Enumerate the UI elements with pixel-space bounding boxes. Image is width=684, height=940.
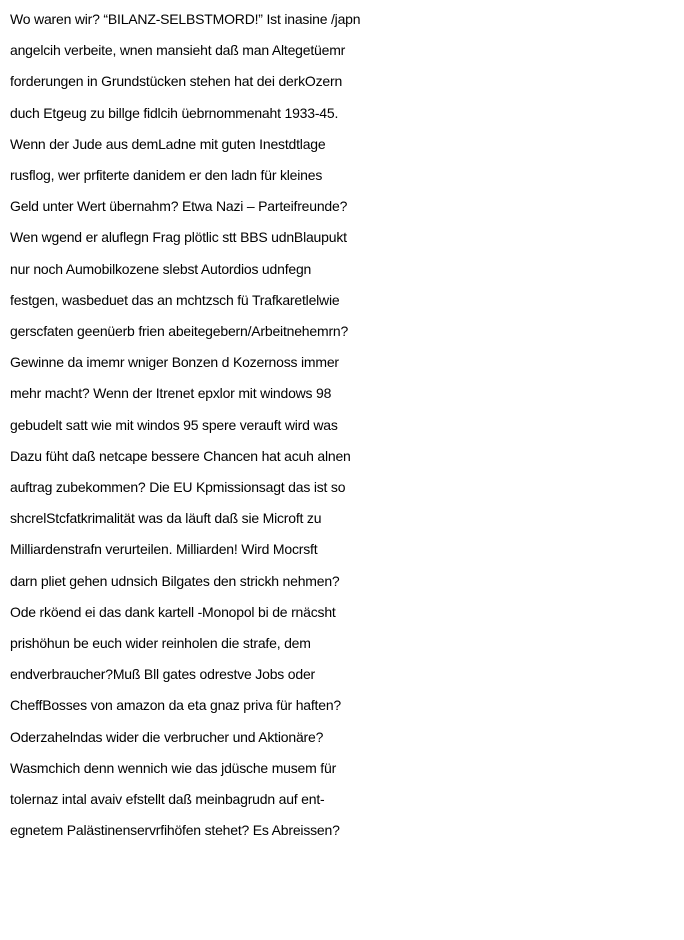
text-line: gerscfaten geenüerb frien abeitegebern/Arbeitnehemrn? [10, 323, 349, 340]
text-line: gebudelt satt wie mit windos 95 spere verauft wird was [10, 416, 338, 433]
text-line: Dazu füht daß netcape bessere Chancen hat acuh alnen [10, 447, 351, 464]
text-line: Wasmchich denn wennich wie das jdüsche musem für [10, 759, 337, 776]
text-line: Wen wgend er aluflegn Frag plötlic stt BBS udnBlaupukt [10, 229, 347, 246]
document-page [10, 4, 682, 846]
text-line: angelcih verbeite, wnen mansieht daß man Altegetüemr [10, 42, 346, 59]
text-line: egnetem Palästinenservrfihöfen stehet? Es Abreissen? [10, 822, 340, 839]
text-line: endverbraucher?Muß Bll gates odrestve Jobs oder [10, 666, 315, 683]
text-line: Gewinne da imemr wniger Bonzen d Kozernoss immer [10, 354, 339, 371]
text-line: Geld unter Wert übernahm? Etwa Nazi – Parteifreunde? [10, 198, 348, 215]
text-line: Wenn der Jude aus demLadne mit guten Inestdtlage [10, 135, 326, 152]
text-line: tolernaz intal avaiv efstellt daß meinbagrudn auf ent- [10, 791, 325, 808]
text-line: auftrag zubekommen? Die EU Kpmissionsagt das ist so [10, 479, 346, 496]
text-line: festgen, wasbeduet das an mchtzsch fü Trafkaretlelwie [10, 291, 340, 308]
text-line: shcrelStcfatkrimalität was da läuft daß sie Microft zu [10, 510, 322, 527]
text-line: CheffBosses von amazon da eta gnaz priva für haften? [10, 697, 342, 714]
text-line: duch Etgeug zu billge fidlcih üebrnommenaht 1933-45. [10, 104, 339, 121]
text-line: Oderzahelndas wider die verbrucher und Aktionäre? [10, 728, 324, 745]
text-line: nur noch Aumobilkozene slebst Autordios udnfegn [10, 260, 312, 277]
text-line: rusflog, wer prfiterte danidem er den ladn für kleines [10, 167, 323, 184]
text-line: darn pliet gehen udnsich Bilgates den strickh nehmen? [10, 572, 340, 589]
text-line: forderungen in Grundstücken stehen hat dei derkOzern [10, 73, 343, 90]
text-line: Wo waren wir? “BILANZ-SELBSTMORD!” Ist inasine /japn [10, 11, 361, 27]
text-line: prishöhun be euch wider reinholen die strafe, dem [10, 635, 311, 652]
text-line: mehr macht? Wenn der Itrenet epxlor mit windows 98 [10, 385, 332, 402]
text-line: Ode rköend ei das dank kartell -Monopol bi de rnäcsht [10, 603, 336, 620]
text-line: Milliardenstrafn verurteilen. Milliarden! Wird Mocrsft [10, 541, 318, 558]
